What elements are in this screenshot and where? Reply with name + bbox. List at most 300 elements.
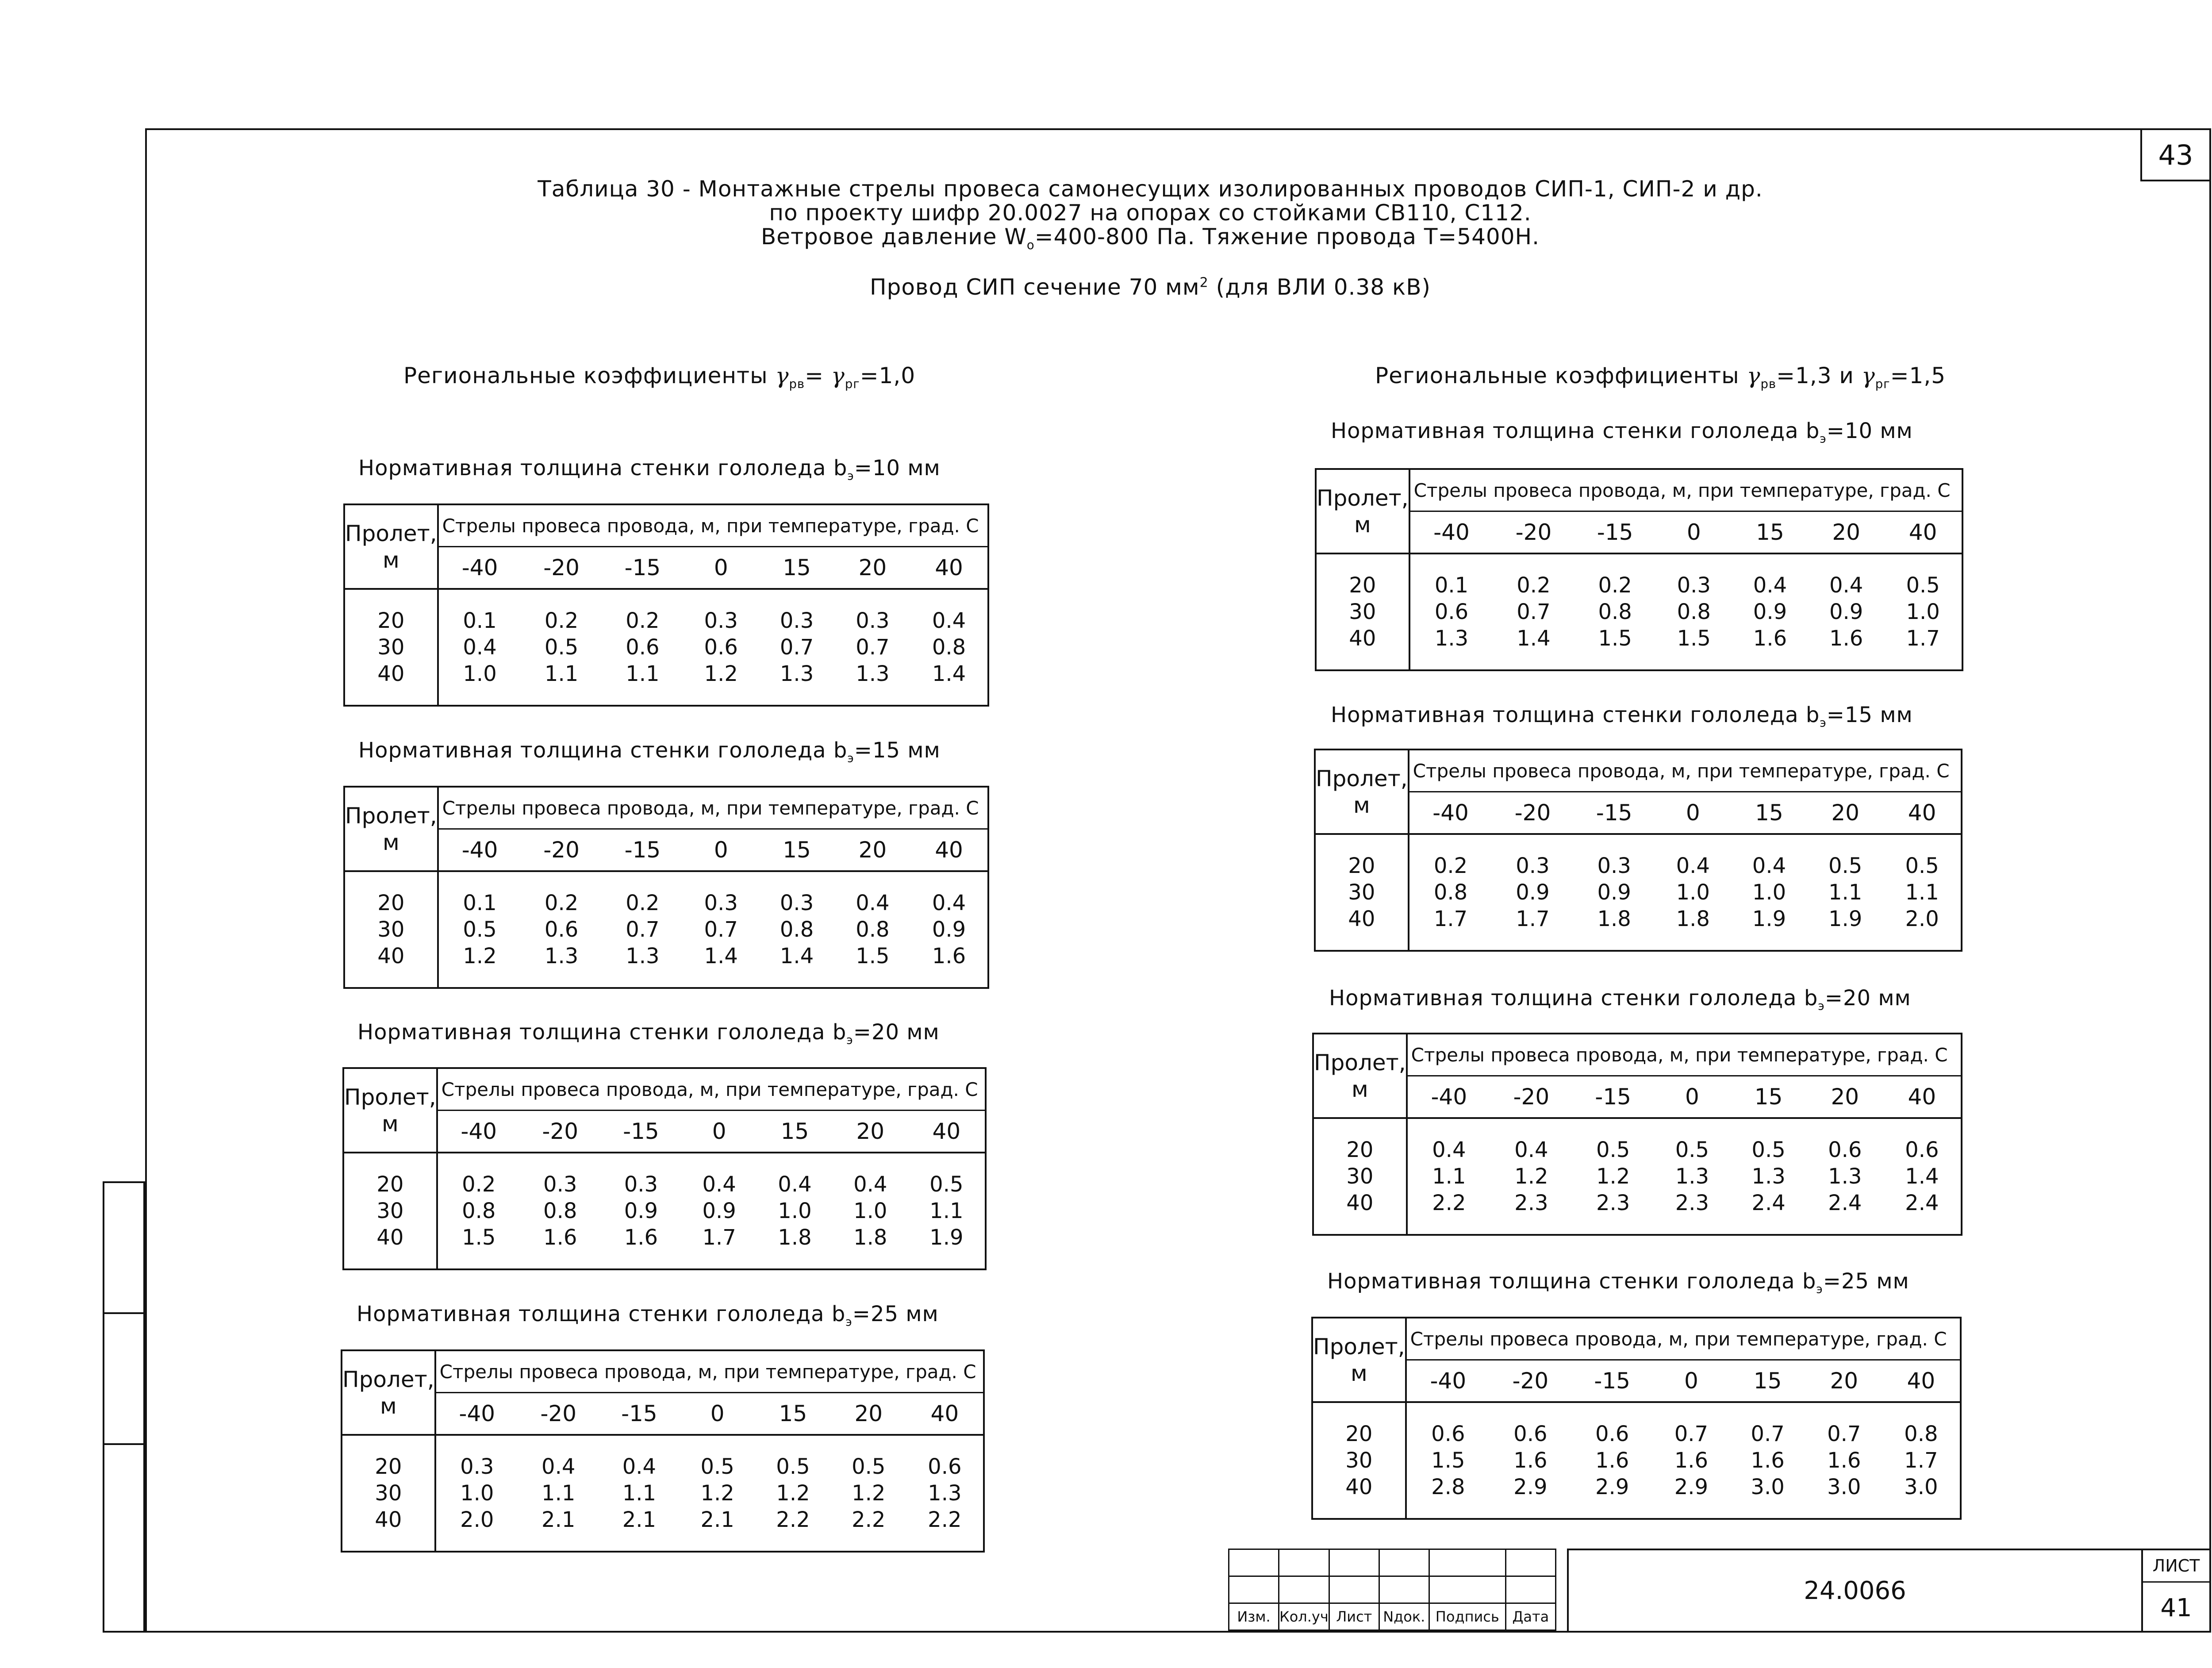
sag-value: 2.4 [1828, 1191, 1862, 1215]
sag-column [1407, 1118, 1490, 1235]
sag-value: 0.4 [778, 1172, 812, 1197]
ice-thickness-label: Нормативная толщина стенки гололеда $b_э=25$ мм [1327, 1269, 1909, 1296]
sag-column [833, 1153, 908, 1269]
sag-value: 1.2 [776, 1481, 810, 1506]
sag-value: 0.4 [541, 1454, 576, 1479]
sag-value: 0.4 [1753, 573, 1787, 598]
span-values [1312, 1402, 1406, 1519]
sag-column [910, 871, 988, 988]
sag-value: 1.0 [1906, 600, 1940, 624]
sag-value: 0.6 [544, 917, 579, 942]
sag-value: 0.4 [853, 1172, 887, 1197]
sag-value: 0.3 [624, 1172, 658, 1197]
sag-value: 0.3 [1516, 853, 1550, 878]
temperature-header: -15 [1572, 1076, 1654, 1118]
sag-header: Стрелы провеса провода, м, при температуре, град. С [1407, 1034, 1962, 1076]
binding-strip-cell [103, 1443, 145, 1633]
ice-thickness-label: Нормативная толщина стенки гололеда $b_э=15$ мм [1331, 703, 1913, 730]
sag-value: 0.6 [1513, 1422, 1548, 1446]
sag-value: 3.0 [1904, 1475, 1938, 1499]
sag-value: 1.7 [1906, 626, 1940, 651]
span-value: 30 [1349, 600, 1376, 624]
sag-column [1806, 1402, 1882, 1519]
span-value: 40 [1345, 1475, 1373, 1499]
span-values [343, 1153, 437, 1269]
sag-value: 0.5 [1596, 1138, 1630, 1162]
sag-value: 0.7 [1751, 1422, 1785, 1446]
sag-value: 0.2 [1433, 853, 1468, 878]
sag-value: 1.5 [462, 1225, 496, 1250]
span-value: 40 [376, 1225, 404, 1250]
sag-column [681, 1153, 757, 1269]
sag-column [602, 589, 683, 706]
span-value: 40 [1346, 1191, 1374, 1215]
wire-section-line: Провод СИП сечение 70 $мм^2$ (для ВЛИ 0.38 кВ) [869, 274, 1431, 300]
sag-value: 1.1 [541, 1481, 576, 1506]
sag-value: 1.6 [932, 944, 966, 969]
temperature-header: -20 [1490, 1360, 1571, 1403]
sag-value: 0.4 [932, 608, 966, 633]
revision-stamp-grid [1228, 1549, 1556, 1631]
sag-column [438, 871, 521, 988]
span-values [344, 871, 438, 988]
sag-value: 1.3 [928, 1481, 962, 1506]
sag-value: 0.7 [1674, 1422, 1709, 1446]
temperature-header: 40 [1884, 511, 1962, 554]
sag-value: 0.9 [1597, 880, 1631, 905]
sag-value: 0.9 [1753, 600, 1787, 624]
stamp-label: Nдок. [1379, 1603, 1429, 1630]
temperature-header: 40 [910, 547, 988, 589]
temperature-header: 15 [759, 829, 834, 872]
sag-value: 1.6 [624, 1225, 658, 1250]
span-value: 30 [1346, 1164, 1374, 1189]
sag-value: 0.7 [1517, 600, 1551, 624]
temperature-header: -15 [1571, 1360, 1653, 1403]
sag-column [599, 1435, 680, 1552]
sag-column [683, 871, 759, 988]
binding-strip-cell [103, 1312, 145, 1445]
sag-value: 0.8 [1904, 1422, 1938, 1446]
sag-value: 1.5 [856, 944, 890, 969]
sag-column [437, 1153, 520, 1269]
document-code: 24.0066 [1567, 1549, 2143, 1633]
sag-value: 0.3 [1677, 573, 1711, 598]
temperature-header: 0 [681, 1111, 757, 1153]
sag-value: 0.9 [702, 1199, 736, 1223]
temperature-header: -20 [521, 547, 602, 589]
temperature-header: -20 [521, 829, 602, 872]
sag-value: 1.4 [932, 661, 966, 686]
sag-value: 1.7 [1516, 907, 1550, 931]
span-value: 40 [1348, 907, 1375, 931]
sag-value: 0.5 [776, 1454, 810, 1479]
ice-thickness-label: Нормативная толщина стенки гололеда $b_э=15$ мм [358, 738, 941, 765]
span-header: Пролет, м [1313, 1034, 1407, 1118]
sag-value: 0.6 [1828, 1138, 1862, 1162]
sag-value: 0.4 [1432, 1138, 1466, 1162]
sag-value: 0.3 [460, 1454, 494, 1479]
sag-column [835, 871, 910, 988]
sag-value: 2.4 [1751, 1191, 1786, 1215]
temperature-header: 15 [1730, 1076, 1807, 1118]
sag-value: 0.3 [543, 1172, 577, 1197]
sag-value: 0.6 [928, 1454, 962, 1479]
sag-column [1490, 1118, 1572, 1235]
temperature-header: 40 [908, 1111, 986, 1153]
span-value: 30 [377, 917, 405, 942]
sag-value: 2.9 [1674, 1475, 1709, 1499]
sag-value: 1.7 [1433, 907, 1468, 931]
region-coefficients-right: Региональные коэффициенты $\gamma_{рв}=1,3$ и $\gamma_{рг}=1,5$ [1375, 363, 1946, 391]
sag-value: 0.7 [1827, 1422, 1861, 1446]
temperature-header: 15 [1729, 1360, 1806, 1403]
sag-value: 0.6 [1905, 1138, 1939, 1162]
sag-value: 0.4 [856, 891, 890, 915]
sag-column [908, 1153, 986, 1269]
sag-column [1493, 553, 1574, 670]
sag-value: 0.6 [1434, 600, 1469, 624]
sag-value: 0.2 [462, 1172, 496, 1197]
sag-value: 2.3 [1675, 1191, 1709, 1215]
temperature-header: 0 [1656, 511, 1732, 554]
sag-value: 0.9 [624, 1199, 658, 1223]
sag-value: 1.6 [1829, 626, 1863, 651]
sag-value: 1.6 [1674, 1448, 1709, 1473]
sag-value: 0.6 [1431, 1422, 1465, 1446]
temperature-header: 0 [1653, 1360, 1730, 1403]
sag-column [1653, 1402, 1730, 1519]
sag-value: 2.1 [700, 1507, 734, 1532]
temperature-header: -15 [599, 1393, 680, 1435]
sag-column [520, 1153, 601, 1269]
sag-value: 1.1 [626, 661, 660, 686]
span-value: 20 [1345, 1422, 1373, 1446]
temperature-header: -40 [1409, 792, 1492, 834]
sag-value: 1.8 [1676, 907, 1710, 931]
sag-value: 0.4 [702, 1172, 736, 1197]
sag-value: 0.2 [1517, 573, 1551, 598]
span-value: 20 [377, 891, 405, 915]
sag-table [343, 786, 989, 989]
temperature-header: 20 [835, 547, 910, 589]
sag-column [1572, 1118, 1654, 1235]
sag-value: 2.8 [1431, 1475, 1465, 1499]
temperature-header: 20 [1807, 792, 1883, 834]
span-header: Пролет, м [1316, 469, 1409, 553]
sheet-list-box [2141, 1549, 2211, 1633]
sag-value: 1.6 [1751, 1448, 1785, 1473]
sag-value: 0.9 [932, 917, 966, 942]
sag-value: 0.7 [856, 635, 890, 660]
sag-value: 2.1 [541, 1507, 576, 1532]
sag-column [1409, 834, 1492, 951]
sag-value: 2.4 [1905, 1191, 1939, 1215]
span-value: 20 [1349, 573, 1376, 598]
sag-value: 0.2 [544, 891, 579, 915]
sag-column [1731, 834, 1807, 951]
sag-value: 1.3 [1434, 626, 1469, 651]
temperature-header: -20 [1492, 792, 1573, 834]
sag-value: 0.5 [1675, 1138, 1709, 1162]
sag-column [1730, 1118, 1807, 1235]
sag-header: Стрелы провеса провода, м, при температуре, град. С [438, 787, 988, 829]
sag-value: 2.9 [1595, 1475, 1629, 1499]
sag-column [601, 1153, 682, 1269]
sag-column [1492, 834, 1573, 951]
sag-value: 0.4 [1676, 853, 1710, 878]
sag-value: 1.3 [1828, 1164, 1862, 1189]
sag-value: 1.4 [1905, 1164, 1939, 1189]
span-header: Пролет, м [344, 787, 438, 871]
sag-value: 0.5 [1828, 853, 1863, 878]
temperature-header: -15 [1574, 792, 1655, 834]
sag-value: 1.1 [1432, 1164, 1466, 1189]
sag-value: 0.4 [932, 891, 966, 915]
sag-value: 2.2 [928, 1507, 962, 1532]
temperature-header: 15 [757, 1111, 833, 1153]
sag-column [1883, 834, 1962, 951]
sag-value: 3.0 [1751, 1475, 1785, 1499]
sag-header: Стрелы провеса провода, м, при температуре, град. С [435, 1350, 984, 1393]
sag-value: 1.5 [1431, 1448, 1465, 1473]
span-value: 30 [1345, 1448, 1373, 1473]
sag-value: 1.2 [463, 944, 497, 969]
sag-value: 1.8 [853, 1225, 887, 1250]
span-header: Пролет, м [343, 1068, 437, 1153]
sag-column [1656, 553, 1732, 670]
sag-value: 0.5 [700, 1454, 734, 1479]
table-title-line-2: по проекту шифр 20.0027 на опорах со стойками СВ110, С112. [769, 200, 1532, 226]
sag-value: 0.2 [544, 608, 579, 633]
temperature-header: 15 [759, 547, 834, 589]
stamp-label: Подпись [1429, 1603, 1505, 1630]
span-value: 40 [377, 944, 405, 969]
sag-value: 1.7 [702, 1225, 736, 1250]
stamp-label: Лист [1329, 1603, 1379, 1630]
sag-value: 0.1 [463, 891, 497, 915]
span-header: Пролет, м [344, 504, 438, 589]
span-values [1316, 553, 1409, 670]
sag-column [1807, 1118, 1883, 1235]
sag-value: 1.3 [626, 944, 660, 969]
sag-value: 0.3 [780, 608, 814, 633]
temperature-header: -40 [438, 547, 521, 589]
temperature-header: 0 [683, 547, 759, 589]
sag-value: 1.1 [1905, 880, 1939, 905]
sag-value: 2.2 [776, 1507, 810, 1532]
span-value: 40 [375, 1507, 402, 1532]
sag-value: 0.4 [1752, 853, 1786, 878]
sag-table [1314, 749, 1962, 952]
temperature-header: 40 [910, 829, 988, 872]
sag-column [1406, 1402, 1490, 1519]
temperature-header: 0 [1655, 792, 1731, 834]
span-value: 40 [377, 661, 405, 686]
sag-value: 0.5 [1906, 573, 1940, 598]
sag-column [1654, 1118, 1731, 1235]
sag-value: 0.6 [626, 635, 660, 660]
sag-value: 1.0 [778, 1199, 812, 1223]
sag-value: 1.1 [544, 661, 579, 686]
span-value: 20 [377, 608, 405, 633]
sag-value: 1.3 [544, 944, 579, 969]
sag-value: 1.0 [463, 661, 497, 686]
sag-value: 0.4 [463, 635, 497, 660]
sag-column [1571, 1402, 1653, 1519]
sag-value: 1.3 [856, 661, 890, 686]
sag-value: 1.2 [1514, 1164, 1548, 1189]
sag-column [1729, 1402, 1806, 1519]
sag-value: 0.4 [622, 1454, 657, 1479]
ice-thickness-label: Нормативная толщина стенки гололеда $b_э=10$ мм [1331, 419, 1913, 446]
sag-header: Стрелы провеса провода, м, при температуре, град. С [1409, 469, 1962, 511]
sag-value: 1.3 [1675, 1164, 1709, 1189]
sag-value: 1.8 [1597, 907, 1631, 931]
sag-value: 1.8 [778, 1225, 812, 1250]
sag-value: 0.3 [704, 608, 738, 633]
sag-table [1312, 1033, 1962, 1236]
sag-value: 2.3 [1514, 1191, 1548, 1215]
temperature-header: 20 [831, 1393, 906, 1435]
span-value: 20 [1348, 853, 1375, 878]
sag-value: 1.4 [1517, 626, 1551, 651]
sag-value: 1.3 [780, 661, 814, 686]
sag-column [910, 589, 988, 706]
region-coefficients-left: Региональные коэффициенты $\gamma_{рв}= \gamma_{рг}=1,0$ [403, 363, 916, 391]
sag-value: 3.0 [1827, 1475, 1861, 1499]
sag-value: 1.6 [1595, 1448, 1629, 1473]
sag-value: 1.9 [1752, 907, 1786, 931]
span-value: 40 [1349, 626, 1376, 651]
sag-column [1490, 1402, 1571, 1519]
sag-column [521, 589, 602, 706]
sag-value: 0.3 [1597, 853, 1631, 878]
span-value: 30 [376, 1199, 404, 1223]
sag-value: 1.9 [1828, 907, 1863, 931]
binding-strip-cell [103, 1181, 145, 1314]
sag-value: 0.3 [856, 608, 890, 633]
temperature-header: 0 [1654, 1076, 1731, 1118]
sag-value: 2.2 [852, 1507, 886, 1532]
sag-column [759, 589, 834, 706]
ice-thickness-label: Нормативная толщина стенки гололеда $b_э=25$ мм [357, 1302, 939, 1329]
sag-header: Стрелы провеса провода, м, при температуре, град. С [438, 504, 988, 547]
sag-value: 1.5 [1677, 626, 1711, 651]
sag-column [831, 1435, 906, 1552]
sag-value: 0.4 [1514, 1138, 1548, 1162]
sag-value: 1.0 [1752, 880, 1786, 905]
span-header: Пролет, м [1315, 749, 1409, 834]
temperature-header: 40 [1883, 1076, 1962, 1118]
temperature-header: 15 [1731, 792, 1807, 834]
sag-table [1311, 1317, 1962, 1520]
sag-value: 0.8 [780, 917, 814, 942]
sag-value: 1.1 [622, 1481, 657, 1506]
table-title-line-3: Ветровое давление $W_o=400-800$ Па. Тяжение провода T=5400Н. [760, 224, 1540, 252]
span-values [344, 589, 438, 706]
sag-column [906, 1435, 984, 1552]
sag-header: Стрелы провеса провода, м, при температуре, град. С [437, 1068, 986, 1111]
sag-table [341, 1349, 985, 1553]
span-value: 30 [1348, 880, 1375, 905]
sheet-list-number: 41 [2160, 1593, 2192, 1622]
sag-value: 2.3 [1596, 1191, 1630, 1215]
sag-value: 2.1 [622, 1507, 657, 1532]
sag-column [680, 1435, 755, 1552]
temperature-header: 40 [906, 1393, 984, 1435]
sag-value: 1.0 [1676, 880, 1710, 905]
sag-value: 0.2 [626, 608, 660, 633]
sag-value: 1.6 [1753, 626, 1787, 651]
sag-value: 0.8 [1677, 600, 1711, 624]
sag-value: 1.6 [543, 1225, 577, 1250]
span-values [342, 1435, 435, 1552]
stamp-label: Изм. [1229, 1603, 1279, 1630]
sag-value: 0.3 [780, 891, 814, 915]
temperature-header: 15 [1732, 511, 1808, 554]
sag-column [755, 1435, 831, 1552]
sag-value: 1.2 [852, 1481, 886, 1506]
span-values [1313, 1118, 1407, 1235]
span-header: Пролет, м [1312, 1318, 1406, 1402]
sag-value: 0.5 [544, 635, 579, 660]
ice-thickness-label: Нормативная толщина стенки гололеда $b_э=20$ мм [357, 1020, 940, 1047]
sag-value: 0.6 [704, 635, 738, 660]
sag-value: 0.6 [1595, 1422, 1629, 1446]
temperature-header: -20 [518, 1393, 599, 1435]
span-value: 30 [375, 1481, 402, 1506]
sag-value: 0.3 [704, 891, 738, 915]
stamp-label: Дата [1505, 1603, 1555, 1630]
temperature-header: 20 [1806, 1360, 1882, 1403]
sag-value: 0.5 [1751, 1138, 1786, 1162]
sag-value: 0.5 [852, 1454, 886, 1479]
sag-value: 1.3 [1751, 1164, 1786, 1189]
sag-column [1575, 553, 1656, 670]
span-values [1315, 834, 1409, 951]
temperature-header: 40 [1882, 1360, 1961, 1403]
sag-value: 1.1 [929, 1199, 964, 1223]
span-header: Пролет, м [342, 1350, 435, 1435]
sag-column [438, 589, 521, 706]
sag-table [1315, 468, 1963, 671]
sag-column [835, 589, 910, 706]
temperature-header: 20 [835, 829, 910, 872]
sag-value: 0.8 [543, 1199, 577, 1223]
sag-value: 1.0 [460, 1481, 494, 1506]
temperature-header: 0 [680, 1393, 755, 1435]
sag-value: 2.0 [460, 1507, 494, 1532]
temperature-header: -40 [437, 1111, 520, 1153]
sag-value: 0.1 [463, 608, 497, 633]
temperature-header: -15 [602, 829, 683, 872]
sag-value: 2.9 [1513, 1475, 1548, 1499]
sag-column [602, 871, 683, 988]
temperature-header: -40 [1406, 1360, 1490, 1403]
sag-column [1732, 553, 1808, 670]
temperature-header: -20 [1490, 1076, 1572, 1118]
sag-value: 1.2 [704, 661, 738, 686]
temperature-header: -15 [601, 1111, 682, 1153]
sheet-list-label: ЛИСТ [2143, 1550, 2209, 1583]
table-title-line-1: Таблица 30 - Монтажные стрелы провеса самонесущих изолированных проводов СИП-1, СИП-2 и др. [538, 176, 1763, 202]
ice-thickness-label: Нормативная толщина стенки гололеда $b_э=10$ мм [358, 456, 941, 483]
sag-value: 0.8 [1598, 600, 1632, 624]
sag-column [1884, 553, 1962, 670]
sag-header: Стрелы провеса провода, м, при температуре, град. С [1406, 1318, 1961, 1360]
sag-column [1882, 1402, 1961, 1519]
